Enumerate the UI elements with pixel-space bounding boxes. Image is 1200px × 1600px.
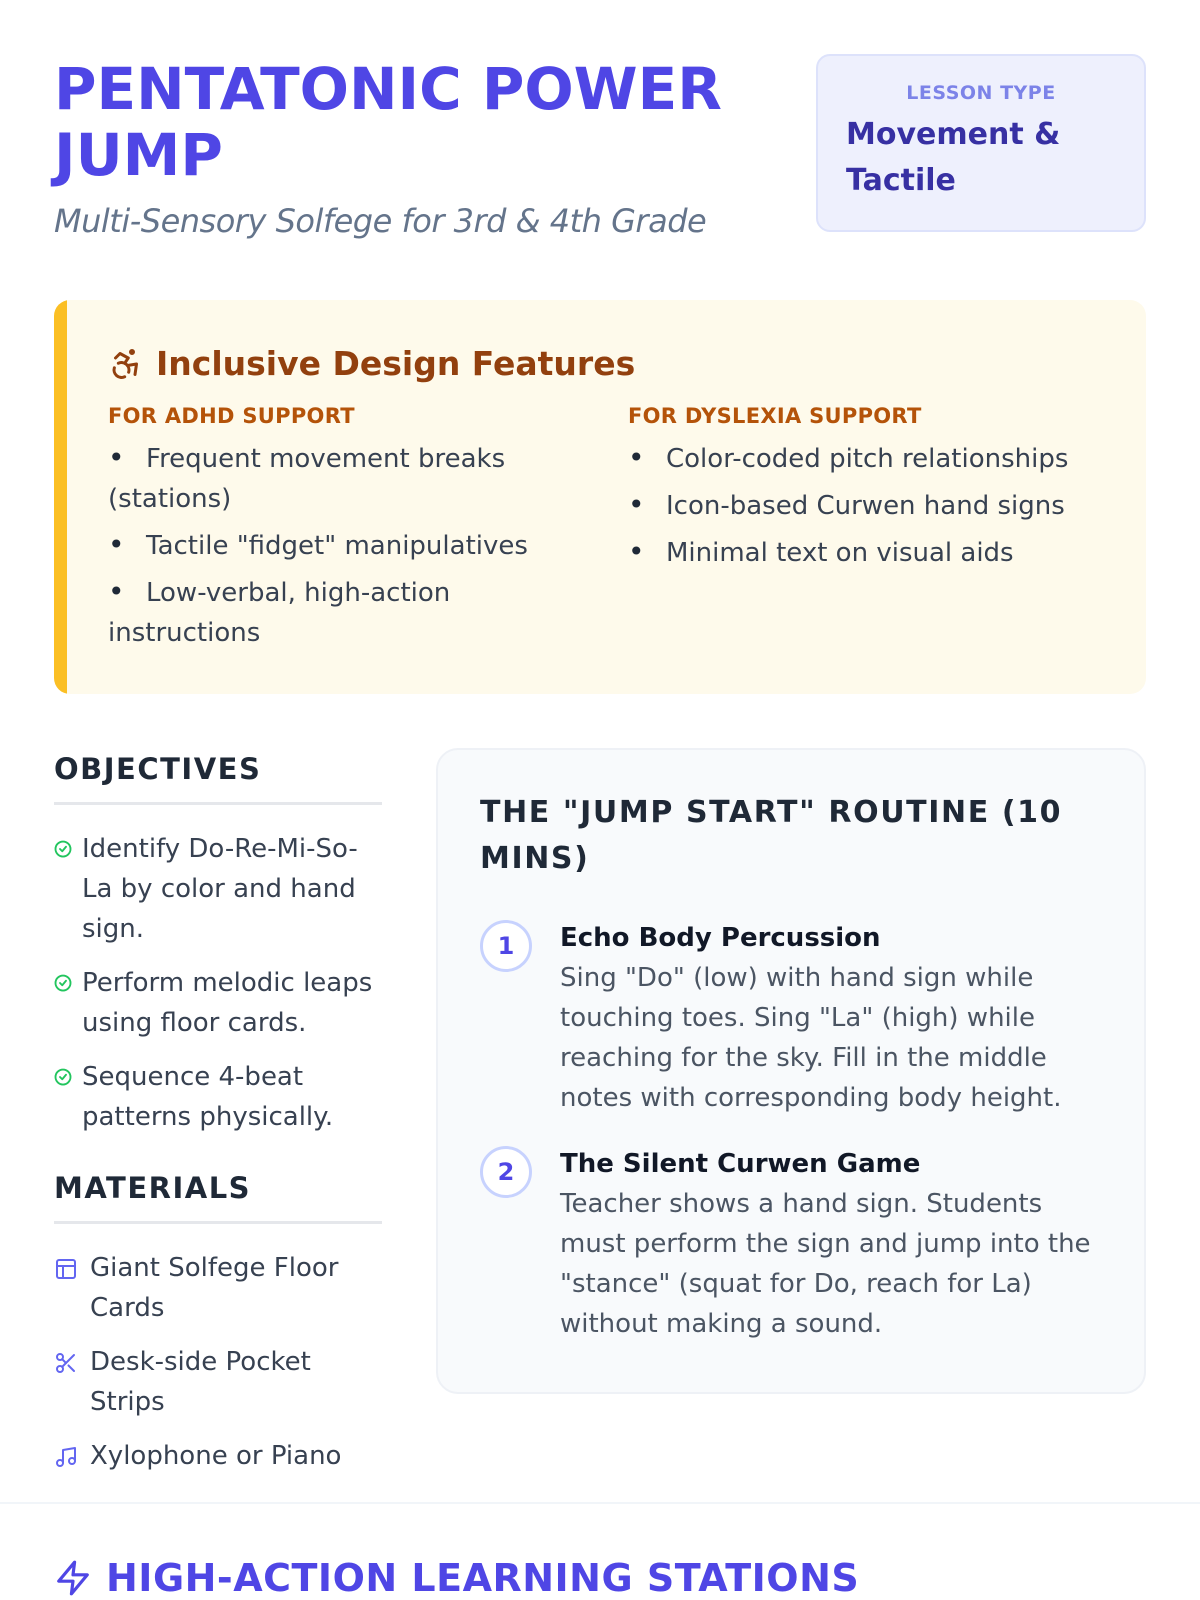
objective-text: Identify Do-Re-Mi-So-La by color and hand sign. xyxy=(82,834,358,944)
routine-step xyxy=(480,920,1102,1118)
list-item xyxy=(54,1436,382,1476)
material-text: Giant Solfege Floor Cards xyxy=(90,1253,339,1323)
step-description: Sing "Do" (low) with hand sign while touching toes. Sing "La" (high) while reaching for the sky. Fill in the middle notes with corresponding body height. xyxy=(560,963,1062,1113)
list-item: • Frequent movement breaks (stations) xyxy=(108,438,528,519)
material-text: Xylophone or Piano xyxy=(90,1441,342,1471)
step-title: The Silent Curwen Game xyxy=(560,1149,921,1179)
list-item xyxy=(54,1057,382,1137)
page-title xyxy=(54,56,814,188)
accent-bar xyxy=(54,300,67,694)
step-number-badge: 1 xyxy=(480,920,532,972)
material-text: Desk-side Pocket Strips xyxy=(90,1347,311,1417)
dyslexia-support-column xyxy=(628,404,1108,579)
step-title: Echo Body Percussion xyxy=(560,923,881,953)
jump-start-routine-card xyxy=(436,748,1146,1394)
inclusive-design-panel xyxy=(54,300,1146,694)
materials-list xyxy=(54,1248,382,1476)
inclusive-title xyxy=(108,344,635,383)
page-subtitle: Multi-Sensory Solfege for 3rd & 4th Grade xyxy=(54,202,707,240)
list-item xyxy=(54,829,382,949)
routine-step xyxy=(480,1146,1102,1344)
check-circle-icon xyxy=(54,974,72,992)
list-item: • Low-verbal, high-action instructions xyxy=(108,572,528,653)
list-item: • Icon-based Curwen hand signs xyxy=(628,485,1108,526)
list-item xyxy=(54,1248,382,1328)
adhd-heading: FOR ADHD SUPPORT xyxy=(108,404,355,428)
section-divider xyxy=(0,1502,1200,1504)
objectives-list xyxy=(54,829,382,1137)
lesson-type-value-line-1: Movement & xyxy=(846,117,1061,152)
adhd-support-column xyxy=(108,404,528,659)
title-line-2: JUMP xyxy=(54,121,223,189)
objective-text: Sequence 4-beat patterns physically. xyxy=(82,1062,334,1132)
scissors-icon xyxy=(54,1351,78,1375)
dyslexia-heading: FOR DYSLEXIA SUPPORT xyxy=(628,404,922,428)
check-circle-icon xyxy=(54,1068,72,1086)
stations-heading xyxy=(54,1556,859,1600)
list-item xyxy=(54,963,382,1043)
list-item xyxy=(54,1342,382,1422)
lesson-type-card xyxy=(816,54,1146,232)
step-number-badge: 2 xyxy=(480,1146,532,1198)
step-body xyxy=(560,1146,1102,1344)
accessibility-icon xyxy=(108,346,144,382)
materials-title: MATERIALS xyxy=(54,1171,382,1224)
lesson-type-value xyxy=(846,112,1116,204)
list-item: • Tactile "fidget" manipulatives xyxy=(108,525,528,566)
inclusive-title-text: Inclusive Design Features xyxy=(156,344,636,383)
lightning-icon xyxy=(54,1559,92,1597)
left-column xyxy=(54,752,382,1490)
adhd-list xyxy=(108,438,528,653)
step-body xyxy=(560,920,1102,1118)
list-item: • Minimal text on visual aids xyxy=(628,532,1108,573)
music-note-icon xyxy=(54,1445,78,1469)
objectives-title: OBJECTIVES xyxy=(54,752,382,805)
lesson-type-value-line-2: Tactile xyxy=(846,163,956,198)
list-item: • Color-coded pitch relationships xyxy=(628,438,1108,479)
objective-text: Perform melodic leaps using floor cards. xyxy=(82,968,373,1038)
stations-title: HIGH-ACTION LEARNING STATIONS xyxy=(106,1556,860,1600)
dyslexia-list xyxy=(628,438,1108,573)
lesson-type-label: LESSON TYPE xyxy=(906,82,1056,104)
title-line-1: PENTATONIC POWER xyxy=(54,55,722,123)
lesson-header xyxy=(54,56,814,240)
layout-icon xyxy=(54,1257,78,1281)
step-description: Teacher shows a hand sign. Students must perform the sign and jump into the "stance" (squat for Do, reach for La) without making a sound. xyxy=(560,1189,1091,1339)
check-circle-icon xyxy=(54,840,72,858)
routine-title: THE "JUMP START" ROUTINE (10 MINS) xyxy=(480,795,1063,876)
